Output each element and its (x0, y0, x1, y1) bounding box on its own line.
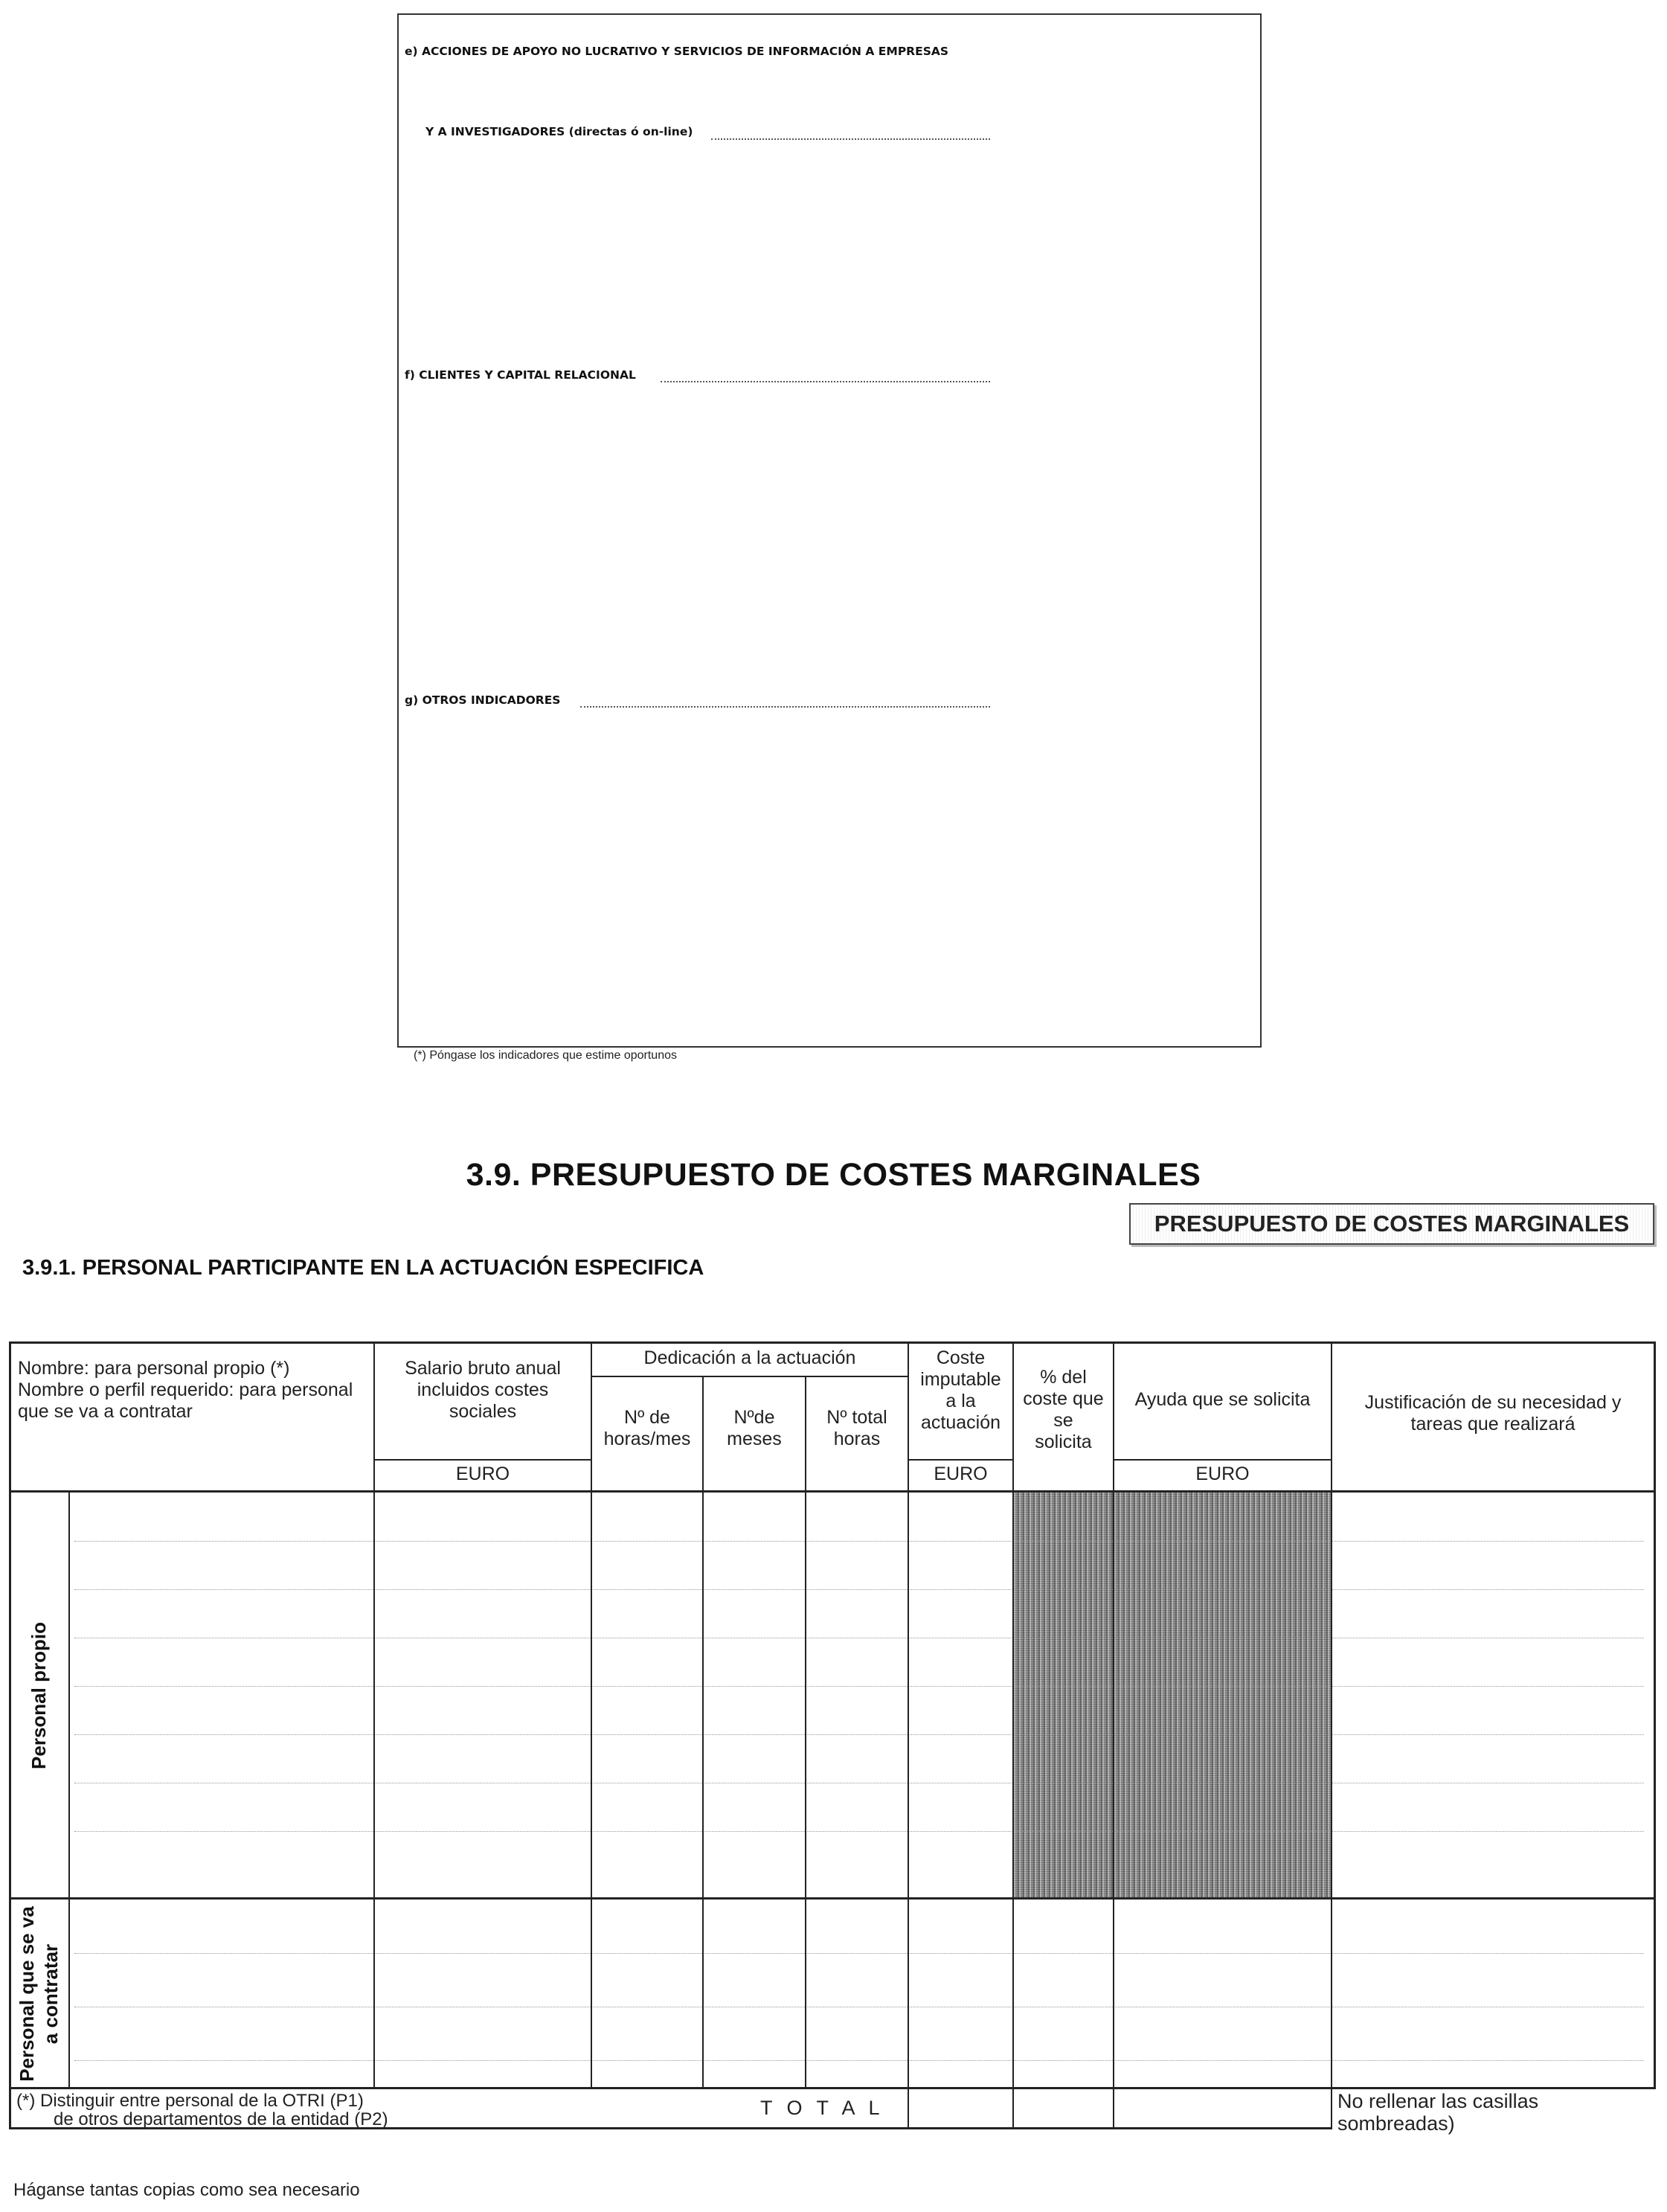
group-divider (9, 1897, 1656, 1900)
salary-unit-line (373, 1459, 591, 1461)
section-subtitle: 3.9.1. PERSONAL PARTICIPANTE EN LA ACTUACIÓN ESPECIFICA (22, 1256, 704, 1280)
indicator-e-line1: e) ACCIONES DE APOYO NO LUCRATIVO Y SERVICIOS DE INFORMACIÓN A EMPRESAS (405, 45, 949, 58)
group-hire-label-l2: a contratar (39, 1943, 62, 2045)
col-line (908, 1341, 909, 2129)
col-pct-header-l1: % del (1040, 1367, 1087, 1388)
shaded-pct-cells (1012, 1492, 1113, 1899)
group-hire-label-l1: Personal que se va (16, 1906, 38, 2082)
col-line (591, 1341, 592, 2089)
col-months-header-l1: Nºde (733, 1407, 775, 1428)
dedic-underline (591, 1376, 908, 1377)
col-just-header-l1: Justificación de su necesidad y (1364, 1392, 1622, 1413)
col-cost-unit: EURO (934, 1464, 988, 1484)
col-name-header-l2: Nombre o perfil requerido: para personal (18, 1379, 353, 1400)
personnel-table (9, 1341, 1656, 2135)
table-border-left (9, 1341, 11, 2129)
col-total-header-l2: horas (833, 1429, 881, 1449)
no-fill-note-l1: No rellenar las casillas (1337, 2090, 1539, 2112)
shaded-aid-cells (1113, 1492, 1331, 1899)
col-hours-header-l2: horas/mes (603, 1429, 691, 1449)
group-own-staff-label: Personal propio (28, 1622, 50, 1769)
table-border-right (1654, 1341, 1656, 2089)
cost-unit-line (908, 1459, 1012, 1461)
col-cost-header-l3: a la (945, 1391, 976, 1411)
col-pct-header-l4: solicita (1035, 1432, 1092, 1452)
col-salary-unit: EURO (455, 1464, 510, 1484)
staff-type-note-l1: (*) Distinguir entre personal de la OTRI (P1) (16, 2091, 364, 2111)
col-line (373, 1341, 375, 2089)
col-hours-header-l1: Nº de (624, 1407, 670, 1428)
row-guide (74, 2060, 1644, 2061)
header-body-divider (9, 1490, 1656, 1493)
row-guide (74, 1541, 1644, 1542)
col-just-header-l2: tareas que realizará (1410, 1414, 1576, 1434)
copies-note: Háganse tantas copias como sea necesario (13, 2180, 360, 2200)
indicator-f-dots (661, 381, 990, 382)
section-badge: PRESUPUESTO DE COSTES MARGINALES (1129, 1203, 1654, 1245)
col-line (1012, 1341, 1014, 2129)
col-pct-header-l2: coste que (1023, 1388, 1104, 1409)
no-fill-note-l2: sombreadas) (1337, 2112, 1455, 2135)
col-pct-header-l3: se (1053, 1410, 1073, 1431)
row-guide (74, 1953, 1644, 1954)
col-cost-header-l2: imputable (920, 1369, 1001, 1390)
col-line (1113, 1341, 1114, 2129)
aid-unit-line (1113, 1459, 1331, 1461)
col-cost-header-l4: actuación (920, 1412, 1001, 1433)
total-label: T O T A L (760, 2097, 884, 2119)
col-name-header-l3: que se va a contratar (18, 1401, 193, 1422)
indicator-f-line: f) CLIENTES Y CAPITAL RELACIONAL (405, 368, 636, 382)
row-guide (74, 1734, 1644, 1735)
col-cost-header-l1: Coste (936, 1347, 986, 1368)
table-border-top (9, 1341, 1656, 1344)
col-salary-header-l2: incluidos costes (417, 1379, 549, 1400)
group-label-col-line (68, 1490, 70, 2089)
group-hire-staff-label (15, 1901, 62, 2087)
indicators-footnote: (*) Póngase los indicadores que estime oportunos (414, 1049, 677, 1062)
indicator-e-line2: Y A INVESTIGADORES (directas ó on-line) (425, 125, 693, 138)
row-guide (74, 1589, 1644, 1590)
col-name-header-l1: Nombre: para personal propio (*) (18, 1358, 290, 1379)
indicators-box (397, 13, 1262, 1048)
col-salary-header-l1: Salario bruto anual (405, 1358, 561, 1379)
col-line (805, 1376, 806, 2089)
col-months-header-l2: meses (727, 1429, 782, 1449)
col-dedic-header: Dedicación a la actuación (643, 1347, 856, 1368)
col-aid-header: Ayuda que se solicita (1134, 1389, 1311, 1410)
staff-type-note-l2: de otros departamentos de la entidad (P2) (54, 2109, 388, 2129)
row-guide (74, 1686, 1644, 1687)
col-line (1331, 1341, 1332, 2129)
row-guide (74, 1831, 1644, 1832)
col-salary-header-l3: sociales (449, 1401, 517, 1422)
body-total-divider (9, 2087, 1656, 2089)
section-title: 3.9. PRESUPUESTO DE COSTES MARGINALES (466, 1157, 1201, 1193)
col-aid-unit: EURO (1195, 1464, 1250, 1484)
indicator-e-dots (711, 138, 990, 140)
indicator-g-line: g) OTROS INDICADORES (405, 693, 561, 707)
indicator-g-dots (580, 706, 990, 708)
col-line (702, 1376, 704, 2089)
col-total-header-l1: Nº total (826, 1407, 887, 1428)
